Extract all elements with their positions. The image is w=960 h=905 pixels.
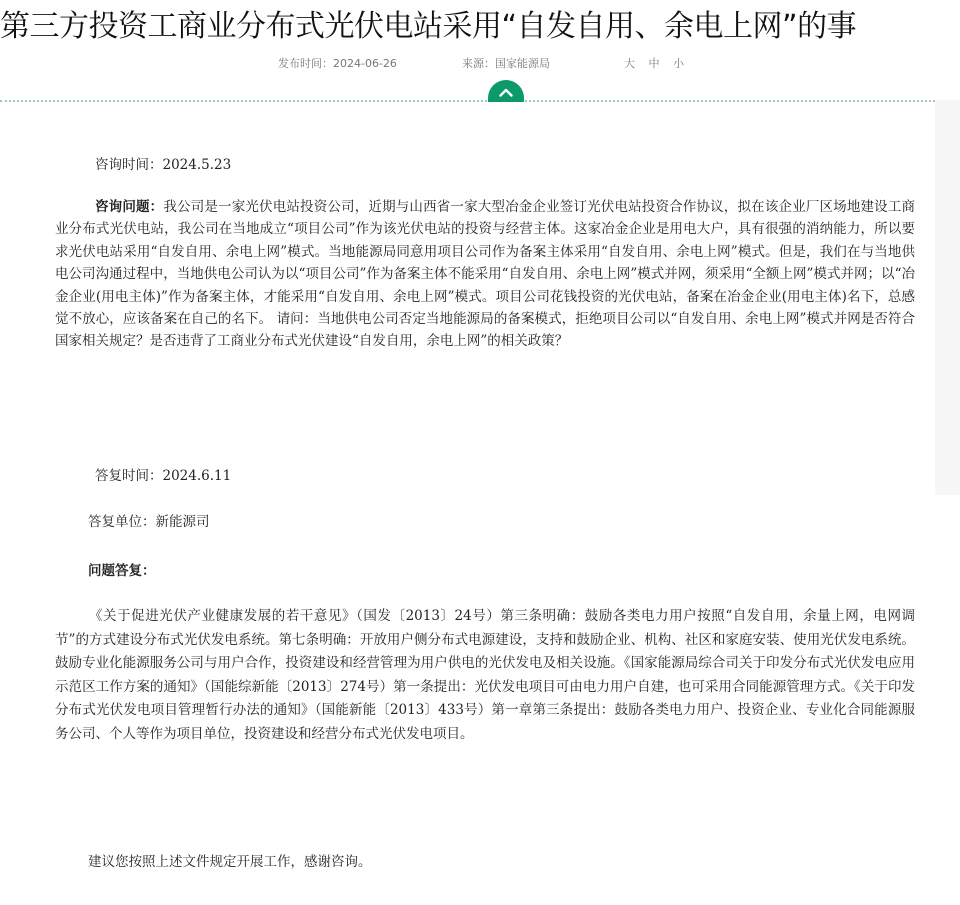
font-size-medium-button[interactable]: 中 <box>648 57 660 70</box>
reply-text: 《关于促进光伏产业健康发展的若干意见》（国发〔2013〕24号）第三条明确：鼓励各类电力用户按照“自发自用，余量上网，电网调节”的方式建设分布式光伏发电系统。第七条明确：开放用户侧分布式电源建设，支持和鼓励企业、机构、社区和家庭安装、使用光伏发电系统。鼓励专业化能源服务公司与用户合作，投资建设和经营管理为用户供电的光伏发电及相关设施。《国家能源局综合司关于印发分布式光伏发电应用示范区工作方案的通知》（国能综新能〔2013〕274号）第一条提出：光伏发电项目可由电力用户自建，也可采用合同能源管理方式。《关于印发分布式光伏发电项目管理暂行办法的通知》（国能新能〔2013〕433号）第一章第三条提出：鼓励各类电力用户、投资企业、专业化合同能源服务公司、个人等作为项目单位，投资建设和经营分布式光伏发电项目。 <box>55 608 915 742</box>
header-divider <box>0 100 935 102</box>
source-label: 来源： <box>462 57 495 70</box>
consult-question <box>55 196 915 353</box>
source-info <box>462 55 550 71</box>
font-size-small-button[interactable]: 小 <box>673 57 684 70</box>
reply-closing: 建议您按照上述文件规定开展工作，感谢咨询。 <box>88 854 372 870</box>
font-size-switcher <box>624 55 694 71</box>
publish-label: 发布时间： <box>278 57 333 70</box>
consult-time: 咨询时间：2024.5.23 <box>95 157 232 173</box>
article-title: 第三方投资工商业分布式光伏电站采用“自发自用、余电上网”的事 <box>0 9 857 44</box>
reply-heading: 问题答复： <box>88 563 156 579</box>
reply-unit: 答复单位：新能源司 <box>88 514 210 530</box>
publish-info <box>278 55 397 71</box>
article-meta <box>0 55 960 73</box>
publish-date: 2024-06-26 <box>333 57 397 70</box>
question-label: 咨询问题： <box>95 199 164 215</box>
collapse-button[interactable] <box>488 80 524 102</box>
font-size-large-button[interactable]: 大 <box>624 57 635 70</box>
chevron-up-icon <box>499 88 513 97</box>
question-text: 我公司是一家光伏电站投资公司，近期与山西省一家大型冶金企业签订光伏电站投资合作协议，拟在该企业厂区场地建设工商业分布式光伏电站，我公司在当地成立“项目公司”作为该光伏电站的投资与经营主体。这家冶金企业是用电大户，具有很强的消纳能力，所以要求光伏电站采用“自发自用、余电上网”模式。当地能源局同意用项目公司作为备案主体采用“自发自用、余电上网”模式。但是，我们在与当地供电公司沟通过程中，当地供电公司认为以“项目公司”作为备案主体不能采用“自发自用、余电上网”模式并网，须采用“全额上网”模式并网；以“冶金企业(用电主体)”作为备案主体，才能采用“自发自用、余电上网”模式。项目公司花钱投资的光伏电站，备案在冶金企业(用电主体)名下，总感觉不放心，应该备案在自己的名下。 请问：当地供电公司否定当地能源局的备案模式，拒绝项目公司以“自发自用、余电上网”模式并网是否符合国家相关规定？是否违背了工商业分布式光伏建设“自发自用，余电上网”的相关政策？ <box>55 199 916 350</box>
source-value: 国家能源局 <box>495 57 550 70</box>
reply-time: 答复时间：2024.6.11 <box>95 468 232 484</box>
scroll-shade <box>935 100 960 495</box>
